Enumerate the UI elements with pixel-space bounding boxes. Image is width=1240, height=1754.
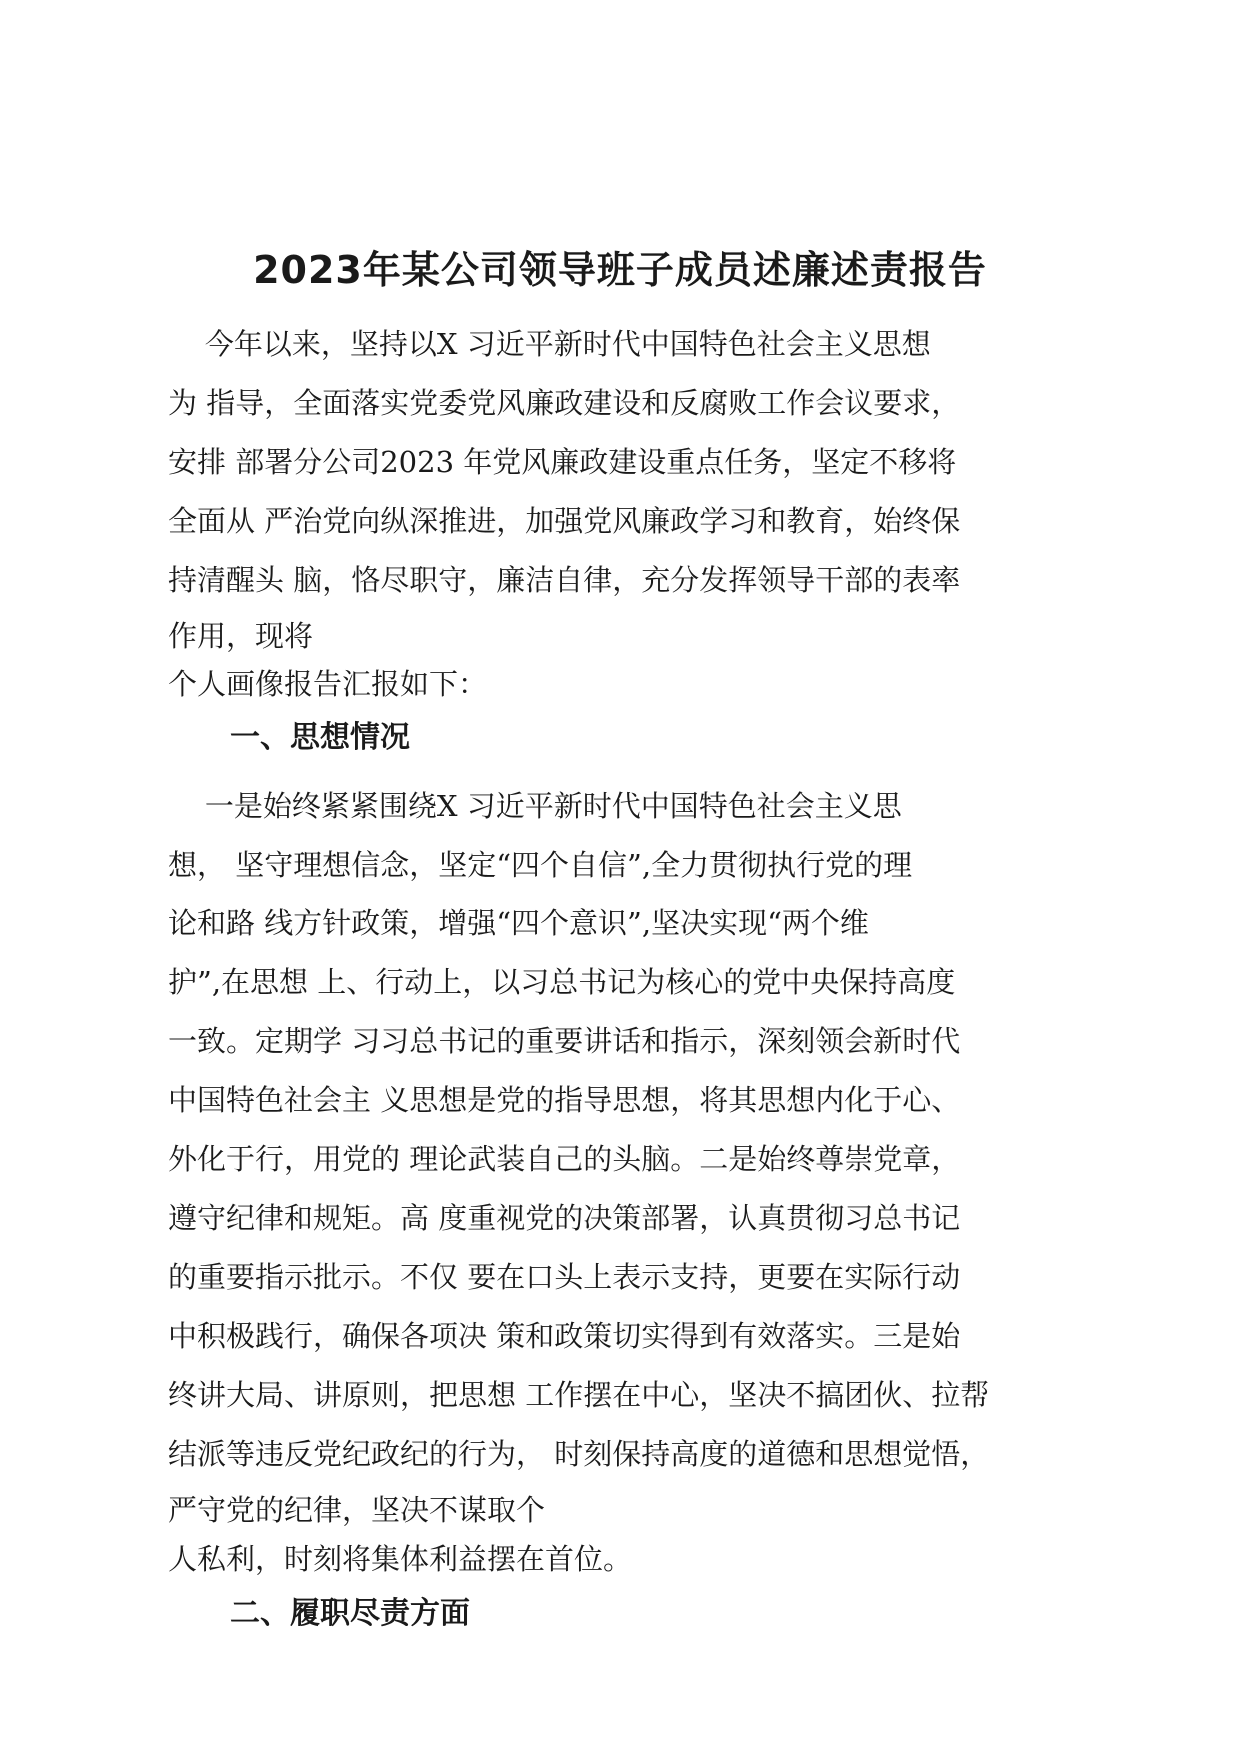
intro-line-5: 持清醒头 脑，恪尽职守，廉洁自律，充分发挥领导干部的表率: [168, 563, 961, 597]
section1-line-7: 外化于行，用党的 理论武装自己的头脑。二是始终尊崇党章，: [168, 1142, 961, 1176]
intro-line-2: 为 指导，全面落实党委党风廉政建设和反腐败工作会议要求，: [168, 386, 961, 420]
intro-line-7: 个人画像报告汇报如下：: [168, 667, 488, 701]
section1-line-6: 中国特色社会主 义思想是党的指导思想，将其思想内化于心、: [168, 1083, 961, 1117]
section1-line-11: 终讲大局、讲原则，把思想 工作摆在中心，坚决不搞团伙、拉帮: [168, 1378, 990, 1412]
intro-line-6: 作用，现将: [168, 619, 314, 653]
section-heading-1: 一、思想情况: [230, 720, 410, 755]
section1-line-1: 一是始终紧紧围绕X 习近平新时代中国特色社会主义思: [168, 789, 902, 823]
intro-line-3: 安排 部署分公司2023 年党风廉政建设重点任务，坚定不移将: [168, 445, 957, 479]
section1-line-13: 严守党的纪律，坚决不谋取个: [168, 1493, 546, 1527]
section1-line-10: 中积极践行，确保各项决 策和政策切实得到有效落实。三是始: [168, 1319, 961, 1353]
intro-line-4: 全面从 严治党向纵深推进，加强党风廉政学习和教育，始终保: [168, 504, 961, 538]
section1-line-8: 遵守纪律和规矩。高 度重视党的决策部署，认真贯彻习总书记: [168, 1201, 961, 1235]
section1-line-4: 护”,在思想 上、行动上，以习总书记为核心的党中央保持高度: [168, 965, 956, 999]
document-title: 2023年某公司领导班子成员述廉述责报告: [253, 248, 987, 292]
section1-line-3: 论和路 线方针政策，增强“四个意识”,坚决实现“两个维: [168, 906, 869, 940]
section1-line-2: 想， 坚守理想信念，坚定“四个自信”,全力贯彻执行党的理: [168, 848, 913, 882]
section1-line-12: 结派等违反党纪政纪的行为， 时刻保持高度的道德和思想觉悟，: [168, 1437, 990, 1471]
section1-line-5: 一致。定期学 习习总书记的重要讲话和指示，深刻领会新时代: [168, 1024, 961, 1058]
section1-line-9: 的重要指示批示。不仅 要在口头上表示支持，更要在实际行动: [168, 1260, 961, 1294]
intro-line-1: 今年以来，坚持以X 习近平新时代中国特色社会主义思想: [168, 327, 931, 361]
section-heading-2: 二、履职尽责方面: [230, 1596, 470, 1631]
section1-line-14: 人私利，时刻将集体利益摆在首位。: [168, 1542, 633, 1576]
